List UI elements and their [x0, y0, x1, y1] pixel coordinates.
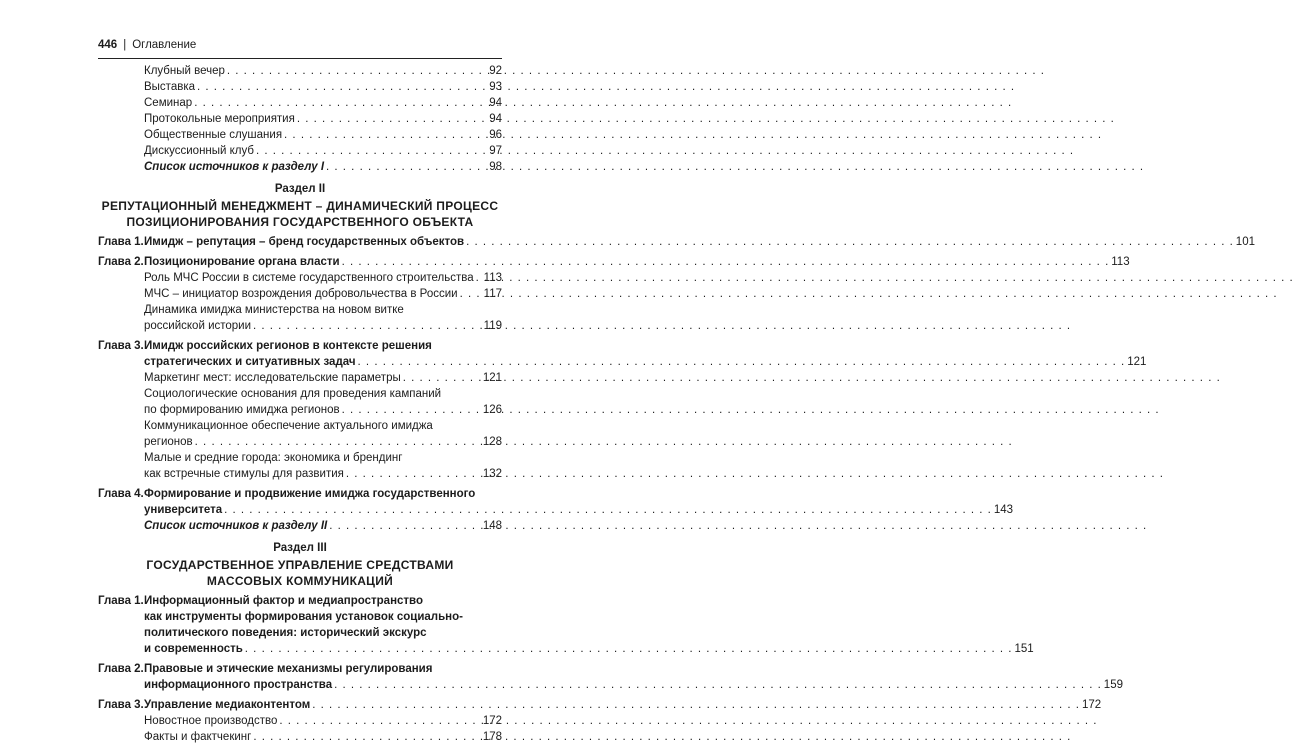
- toc-chapter: Глава 2. Позиционирование органа власти . . . 113: [98, 254, 502, 270]
- toc-entry: Малые и средние города: экономика и брендинг как встречные стимулы для развития . . . 132: [98, 450, 502, 482]
- section-title: МАССОВЫХ КОММУНИКАЦИЙ: [206, 574, 394, 588]
- toc-entry: Новостное производство . . . 172: [98, 713, 502, 729]
- section-title: ПОЗИЦИОНИРОВАНИЯ ГОСУДАРСТВЕННОГО ОБЪЕКТА: [126, 215, 474, 229]
- toc-chapter: Глава 3. Имидж российских регионов в контексте решения стратегических и ситуативных задач . . . 121: [98, 338, 502, 370]
- toc-entry: Маркетинг мест: исследовательские параметры . . . 121: [98, 370, 502, 386]
- toc-chapter: Глава 2. Правовые и этические механизмы регулирования информационного пространства . . . 159: [98, 661, 502, 693]
- toc-chapter: Глава 1. Имидж – репутация – бренд государственных объектов . . . 101: [98, 234, 502, 250]
- toc-entry: Выставка . . . 93: [98, 79, 502, 95]
- toc-chapter: Глава 4. Формирование и продвижение имиджа государственного университета . . . 143: [98, 486, 502, 518]
- section-heading: [98, 181, 502, 230]
- header-title: Оглавление: [132, 39, 197, 51]
- toc-sources-entry: Список источников к разделу II . . . 148: [98, 518, 502, 534]
- page-number: 446: [98, 39, 118, 51]
- section-heading: [98, 540, 502, 589]
- toc-chapter: Глава 1. Информационный фактор и медиапространство как инструменты формирования установок социально- политического поведения: исторический экскурс и современность . . . 151: [98, 593, 502, 657]
- toc-content: [98, 63, 1255, 745]
- section-label: Раздел III: [273, 542, 327, 554]
- page-header: [98, 38, 500, 52]
- header-separator: |: [123, 39, 127, 51]
- toc-entry: Семинар . . . 94: [98, 95, 502, 111]
- header-divider: [98, 58, 502, 59]
- toc-chapter: Глава 3. Управление медиаконтентом . . . 172: [98, 697, 502, 713]
- toc-entry: МЧС – инициатор возрождения добровольчества в России . . . 117: [98, 286, 502, 302]
- section-title: ГОСУДАРСТВЕННОЕ УПРАВЛЕНИЕ СРЕДСТВАМИ: [146, 558, 454, 572]
- toc-entry: Протокольные мероприятия . . . 94: [98, 111, 502, 127]
- toc-entry: Дискуссионный клуб . . . 97: [98, 143, 502, 159]
- toc-entry: Динамика имиджа министерства на новом витке российской истории . . . 119: [98, 302, 502, 334]
- section-title: РЕПУТАЦИОННЫЙ МЕНЕДЖМЕНТ – ДИНАМИЧЕСКИЙ ПРОЦЕСС: [101, 199, 499, 213]
- toc-entry: Роль МЧС России в системе государственного строительства . . . 113: [98, 270, 502, 286]
- section-label: Раздел II: [274, 183, 326, 195]
- toc-entry: Общественные слушания . . . 96: [98, 127, 502, 143]
- toc-entry: Социологические основания для проведения кампаний по формированию имиджа регионов . . . 126: [98, 386, 502, 418]
- toc-entry: Факты и фактчекинг . . . 178: [98, 729, 502, 745]
- toc-entry: Клубный вечер . . . 92: [98, 63, 502, 79]
- toc-sources-entry: Список источников к разделу I . . . 98: [98, 159, 502, 175]
- toc-entry: Коммуникационное обеспечение актуального имиджа регионов . . . 128: [98, 418, 502, 450]
